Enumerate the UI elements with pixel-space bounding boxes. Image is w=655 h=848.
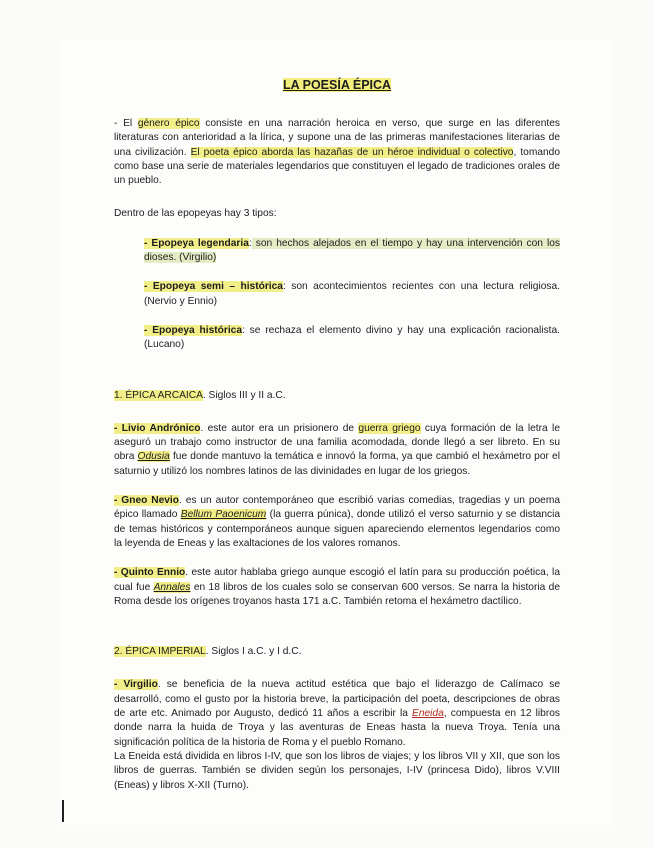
page-title: LA POESÍA ÉPICA [282,78,392,92]
author-paragraph: - Livio Andrónico. este autor era un prisionero de guerra griego cuya formación de la letra le aseguró un trabajo como instructor de una familia acomodada, donde llegó a ser libreto. En su obra Odusia fue donde mantuvo la temática e innovó la forma, ya que cambió el hexámetro por el saturnio y utilizó los nombres latinos de las divinidades en lugar de los griegos. [114,422,560,477]
margin-mark [62,800,64,822]
author-paragraph: - Gneo Nevio. es un autor contemporáneo que escribió varias comedias, tragedias y un poema épico llamado Bellum Paoenicum (la guerra púnica), donde utilizó el verso saturnio y se distancia de temas históricos y contemporáneos aunque siguen apareciendo elementos legendarios como la leyenda de Eneas y las exaltaciones de los valores romanos. [114,495,561,549]
section-heading: 2. ÉPICA IMPERIAL. Siglos I a.C. y I d.C. [114,646,302,658]
types-intro: Dentro de las epopeyas hay 3 tipos: [114,208,277,220]
author-paragraph: - Quinto Ennio. este autor hablaba griego aunque escogió el latín para su producción poética, la cual fue Annales en 18 libros de los cuales solo se conservan 600 versos. Se narra la historia de Roma desde los orígenes troyanos hasta 171 a.C. También retoma el hexámetro dactílico. [114,567,560,607]
type-item: - Epopeya histórica: se rechaza el elemento divino y hay una explicación racionalista. (Lucano) [144,324,560,351]
type-item: - Epopeya legendaria: son hechos alejados en el tiempo y hay una intervención con los dioses. (Virgilio) [144,237,560,264]
author-paragraph-extra: La Eneida está dividida en libros I-IV, que son los libros de viajes; y los libros VII y XII, que son los libros de guerras. También se dividen según los personajes, I-IV (princesa Dido), libros V.VIII (Eneas) y libros X-XII (Turno). [114,750,560,791]
type-item: - Epopeya semi – histórica: son acontecimientos recientes con una lectura religiosa. (Nervio y Ennio) [144,281,560,307]
document-body [114,78,560,793]
section-heading: 1. ÉPICA ARCAICA. Siglos III y II a.C. [114,389,286,401]
intro-paragraph: - El género épico consiste en una narración heroica en verso, que surge en las diferentes literaturas con anterioridad a la lírica, y supone una de las primeras manifestaciones literarias de una civilización. El poeta épico aborda las hazañas de un héroe individual o colectivo, tomando como base una serie de materiales legendarios que constituyen el legado de tradiciones orales de un pueblo. [114,118,560,187]
author-paragraph: - Virgilio. se beneficia de la nueva actitud estética que bajo el liderazgo de Calímaco se desarrolló, como el gusto por la historia breve, la participación del poeta, descripciones de obras de arte etc. Animado por Augusto, dedicó 11 años a escribir la Eneida, compuesta en 12 libros donde narra la huida de Troya y las aventuras de Eneas hasta la nueva Troya. Tenía una significación política de la historia de Roma y el pueblo Romano. [114,679,560,748]
